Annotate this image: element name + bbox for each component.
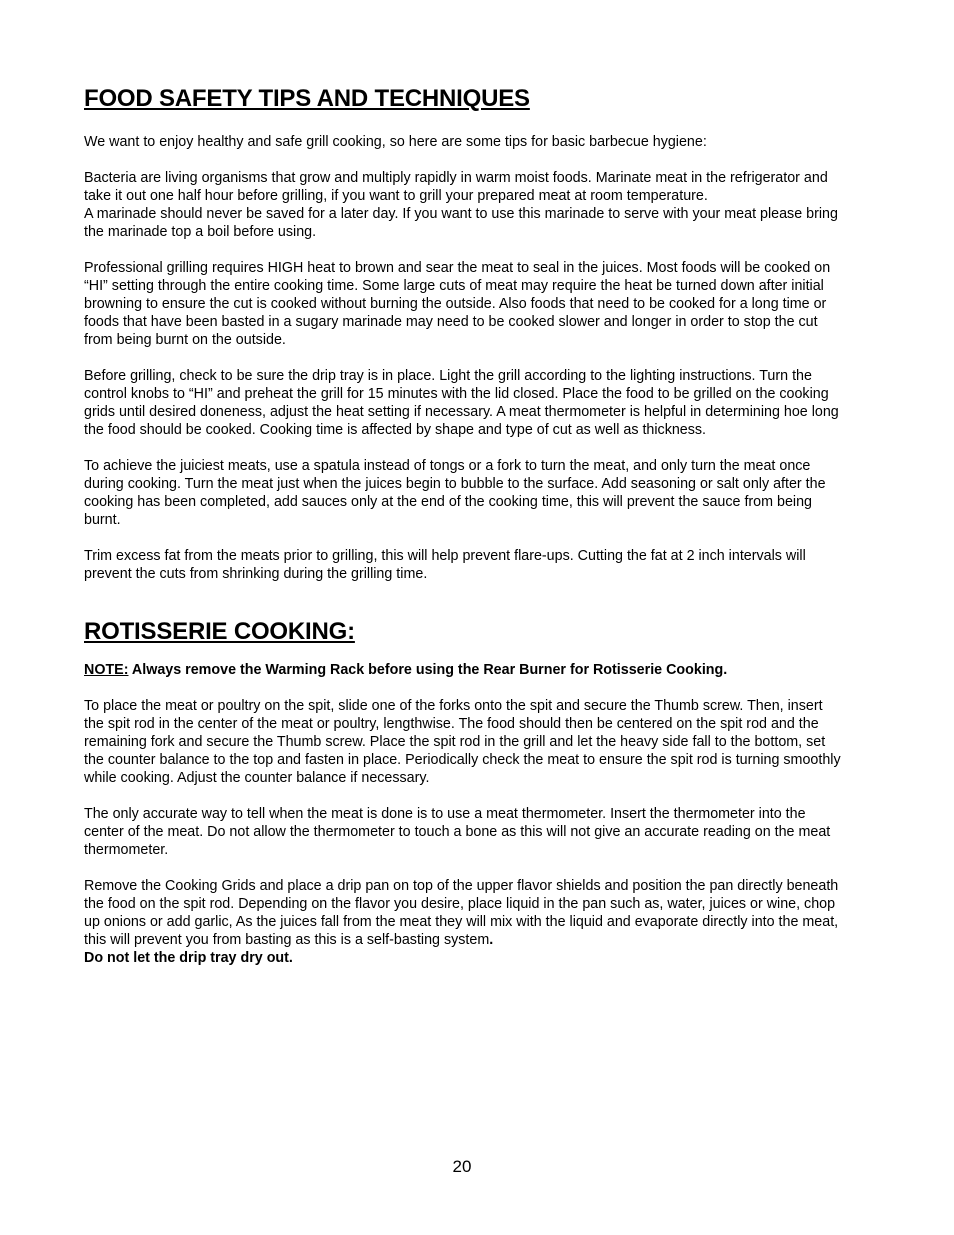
- bacteria-paragraph: Bacteria are living organisms that grow and multiply rapidly in warm moist foods. Marinate meat in the refrigerator and take it out one half hour before grilling, if you want to grill your prepared meat at room temperature.: [84, 170, 828, 204]
- thermometer-paragraph: The only accurate way to tell when the meat is done is to use a meat thermometer. Insert the thermometer into the center of the meat. Do not allow the thermometer to touch a bone as this will not give an accurate reading on the meat thermometer.: [84, 806, 831, 858]
- note-text: Always remove the Warming Rack before using the Rear Burner for Rotisserie Cooking.: [128, 662, 728, 678]
- drip-pan-text: Remove the Cooking Grids and place a drip pan on top of the upper flavor shields and position the pan directly beneath the food on the spit rod. Depending on the flavor you desire, place liquid in the pan such as, water, juices or wine, chop up onions or add garlic, As the juices fall from the meat they will mix with the liquid and evaporate directly into the meat, this will prevent you from basting as this is a self-basting system: [84, 878, 839, 948]
- trim-fat-paragraph: Trim excess fat from the meats prior to grilling, this will help prevent flare-ups. Cutting the fat at 2 inch intervals will prevent the cuts from shrinking during the grilling time.: [84, 548, 806, 582]
- marinade-paragraph: A marinade should never be saved for a later day. If you want to use this marinade to serve with your meat please bring the marinade top a boil before using.: [84, 206, 838, 240]
- rotisserie-note: [84, 661, 844, 679]
- before-grilling-paragraph: Before grilling, check to be sure the drip tray is in place. Light the grill according to the lighting instructions. Turn the control knobs to “HI” and preheat the grill for 15 minutes with the lid closed. Place the food to be grilled on the cooking grids until desired doneness, adjust the heat setting if necessary. A meat thermometer is helpful in determining hoe long the food should be cooked. Cooking time is affected by shape and type of cut as well as thickness.: [84, 368, 839, 438]
- note-label: NOTE:: [84, 662, 129, 678]
- high-heat-paragraph: Professional grilling requires HIGH heat to brown and sear the meat to seal in the juices. Most foods will be cooked on “HI” setting through the entire cooking time. Some large cuts of meat may require the heat be turned down after initial browning to ensure the cut is cooked without burning the outside. Also foods that need to be cooked for a long time or foods that have been basted in a sugary marinade may need to be cooked slower and longer in order to stop the cut from being burnt on the outside.: [84, 260, 831, 348]
- juiciest-meats-paragraph: To achieve the juiciest meats, use a spatula instead of tongs or a fork to turn the meat, and only turn the meat once during cooking. Turn the meat just when the juices begin to bubble to the surface. Add seasoning or salt only after the cooking has been completed, add sauces only at the end of the cooking time, this will prevent the sauce from being burnt.: [84, 458, 826, 528]
- rotisserie-heading: ROTISSERIE COOKING:: [84, 618, 355, 645]
- drip-tray-warning: Do not let the drip tray dry out.: [84, 950, 293, 966]
- drip-pan-period: .: [489, 932, 494, 948]
- page-number: 20: [452, 1157, 472, 1176]
- food-safety-heading: FOOD SAFETY TIPS AND TECHNIQUES: [84, 85, 530, 112]
- page-content: [84, 84, 844, 967]
- food-safety-intro: We want to enjoy healthy and safe grill cooking, so here are some tips for basic barbecue hygiene:: [84, 134, 707, 150]
- drip-pan-paragraph: [84, 877, 844, 949]
- spit-paragraph: To place the meat or poultry on the spit, slide one of the forks onto the spit and secure the Thumb screw. Then, insert the spit rod in the center of the meat or poultry, lengthwise. The food should then be centered on the spit rod and the remaining fork and secure the Thumb screw. Place the spit rod in the grill and let the heavy side fall to the bottom, set the counter balance to the top and fasten in place. Periodically check the meat to ensure the spit rod is turning smoothly while cooking. Adjust the counter balance if necessary.: [84, 698, 841, 786]
